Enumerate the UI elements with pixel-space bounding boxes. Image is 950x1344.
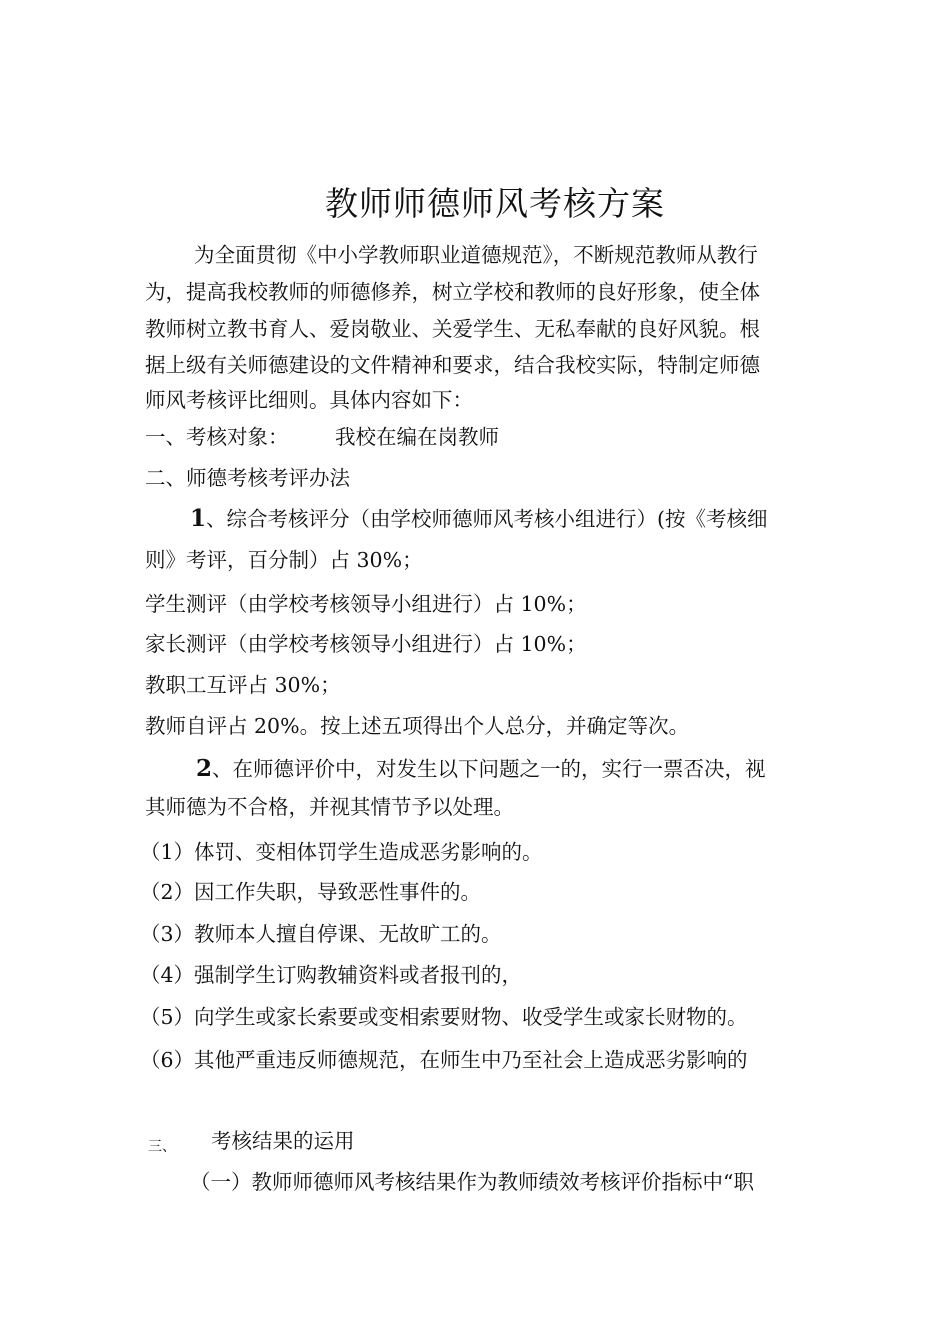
intro-line: 为全面贯彻《中小学教师职业道德规范》，不断规范教师从教行	[194, 243, 758, 267]
item2-line1	[196, 757, 766, 780]
item1-text: 、综合考核评分（由学校师德师风考核小组进行）(按《考核细	[206, 507, 768, 531]
weight-line: 教职工互评占 30%；	[145, 673, 341, 697]
intro-line: 据上级有关师德建设的文件精神和要求，结合我校实际，特制定师德	[145, 353, 760, 377]
section3-heading: 考核结果的运用	[211, 1129, 355, 1153]
weight-line: 学生测评（由学校考核领导小组进行）占 10%；	[145, 592, 587, 616]
veto-item: （6）其他严重违反师德规范，在师生中乃至社会上造成恶劣影响的	[140, 1048, 748, 1072]
veto-item: （3）教师本人擅自停课、无故旷工的。	[140, 922, 502, 946]
intro-line: 教师树立教书育人、爱岗敬业、关爱学生、无私奉献的良好风貌。根	[145, 317, 760, 341]
section2-heading: 二、师德考核考评办法	[145, 466, 350, 490]
section1-value: 我校在编在岗教师	[335, 425, 499, 449]
veto-item: （5）向学生或家长索要或变相索要财物、收受学生或家长财物的。	[140, 1005, 748, 1029]
veto-item: （2）因工作失职，导致恶性事件的。	[140, 880, 482, 904]
intro-line: 师风考核评比细则。具体内容如下：	[145, 388, 473, 412]
section3-number: 三、	[148, 1139, 176, 1155]
intro-line: 为，提高我校教师的师德修养，树立学校和教师的良好形象，使全体	[145, 280, 760, 304]
item2-text: 、在师德评价中，对发生以下问题之一的，实行一票否决，视	[212, 757, 766, 781]
item1-line1	[190, 507, 768, 530]
veto-item: （1）体罚、变相体罚学生造成恶劣影响的。	[140, 840, 543, 864]
item1-line2: 则》考评，百分制）占 30%；	[145, 548, 423, 572]
section1-label: 一、考核对象：	[145, 425, 289, 449]
item2-line2: 其师德为不合格，并视其情节予以处理。	[145, 795, 514, 819]
item2-number: 2	[196, 755, 213, 782]
veto-item: （4）强制学生订购教辅资料或者报刊的，	[140, 963, 523, 987]
document-title: 教师师德师风考核方案	[325, 184, 665, 223]
weight-line: 家长测评（由学校考核领导小组进行）占 10%；	[145, 632, 587, 656]
section3-item1: （一）教师师德师风考核结果作为教师绩效考核评价指标中“职	[190, 1170, 754, 1194]
item1-number: 1	[190, 505, 207, 532]
weight-line: 教师自评占 20%。按上述五项得出个人总分，并确定等次。	[145, 714, 690, 738]
